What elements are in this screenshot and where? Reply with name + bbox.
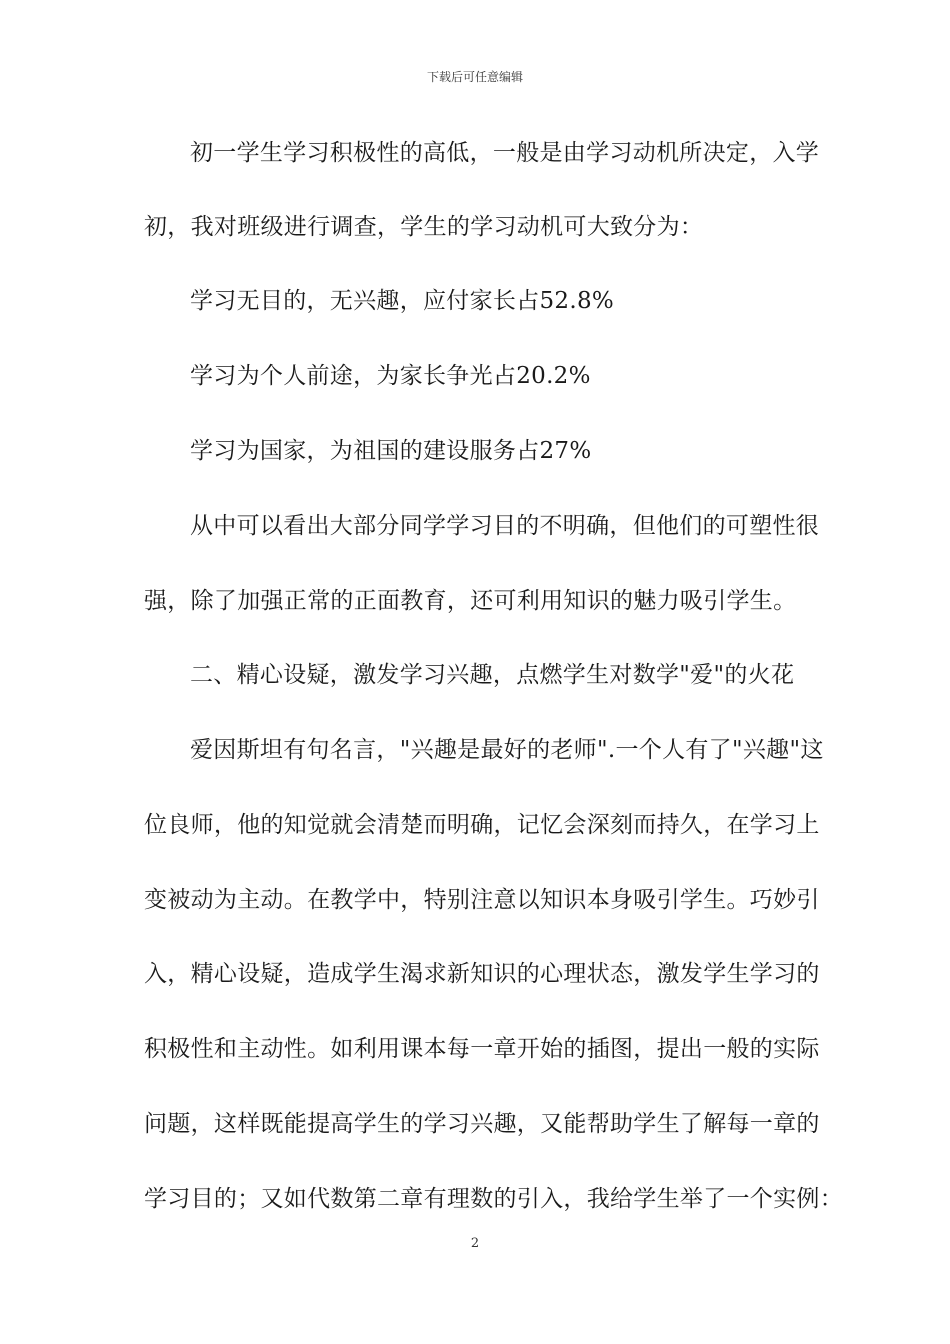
paragraph-line: 学习为国家，为祖国的建设服务占27%: [190, 438, 592, 464]
paragraph-line: 入，精心设疑，造成学生渴求新知识的心理状态，激发学生学习的: [144, 961, 820, 987]
page-header: 下载后可任意编辑: [426, 70, 523, 84]
paragraph-line: 从中可以看出大部分同学学习目的不明确，但他们的可塑性很: [190, 513, 820, 539]
section-heading: 二、精心设疑，激发学习兴趣，点燃学生对数学"爱"的火花: [190, 662, 795, 688]
paragraph-line: 位良师，他的知觉就会清楚而明确，记忆会深刻而持久，在学习上: [144, 812, 820, 838]
paragraph-line: 积极性和主动性。如利用课本每一章开始的插图，提出一般的实际: [144, 1036, 820, 1062]
paragraph-line: 学习无目的，无兴趣，应付家长占52.8%: [190, 288, 615, 314]
paragraph-line: 问题，这样既能提高学生的学习兴趣，又能帮助学生了解每一章的: [144, 1111, 820, 1137]
paragraph-line: 强，除了加强正常的正面教育，还可利用知识的魅力吸引学生。: [144, 588, 797, 614]
paragraph-line: 初一学生学习积极性的高低，一般是由学习动机所决定，入学: [190, 140, 820, 166]
paragraph-line: 初，我对班级进行调查，学生的学习动机可大致分为：: [144, 214, 704, 240]
paragraph-line: 学习目的；又如代数第二章有理数的引入，我给学生举了一个实例：: [144, 1186, 843, 1212]
paragraph-line: 学习为个人前途，为家长争光占20.2%: [190, 363, 591, 389]
page-number: 2: [470, 1236, 480, 1251]
paragraph-line: 爱因斯坦有句名言，"兴趣是最好的老师".一个人有了"兴趣"这: [190, 737, 824, 763]
paragraph-line: 变被动为主动。在教学中，特别注意以知识本身吸引学生。巧妙引: [144, 887, 820, 913]
